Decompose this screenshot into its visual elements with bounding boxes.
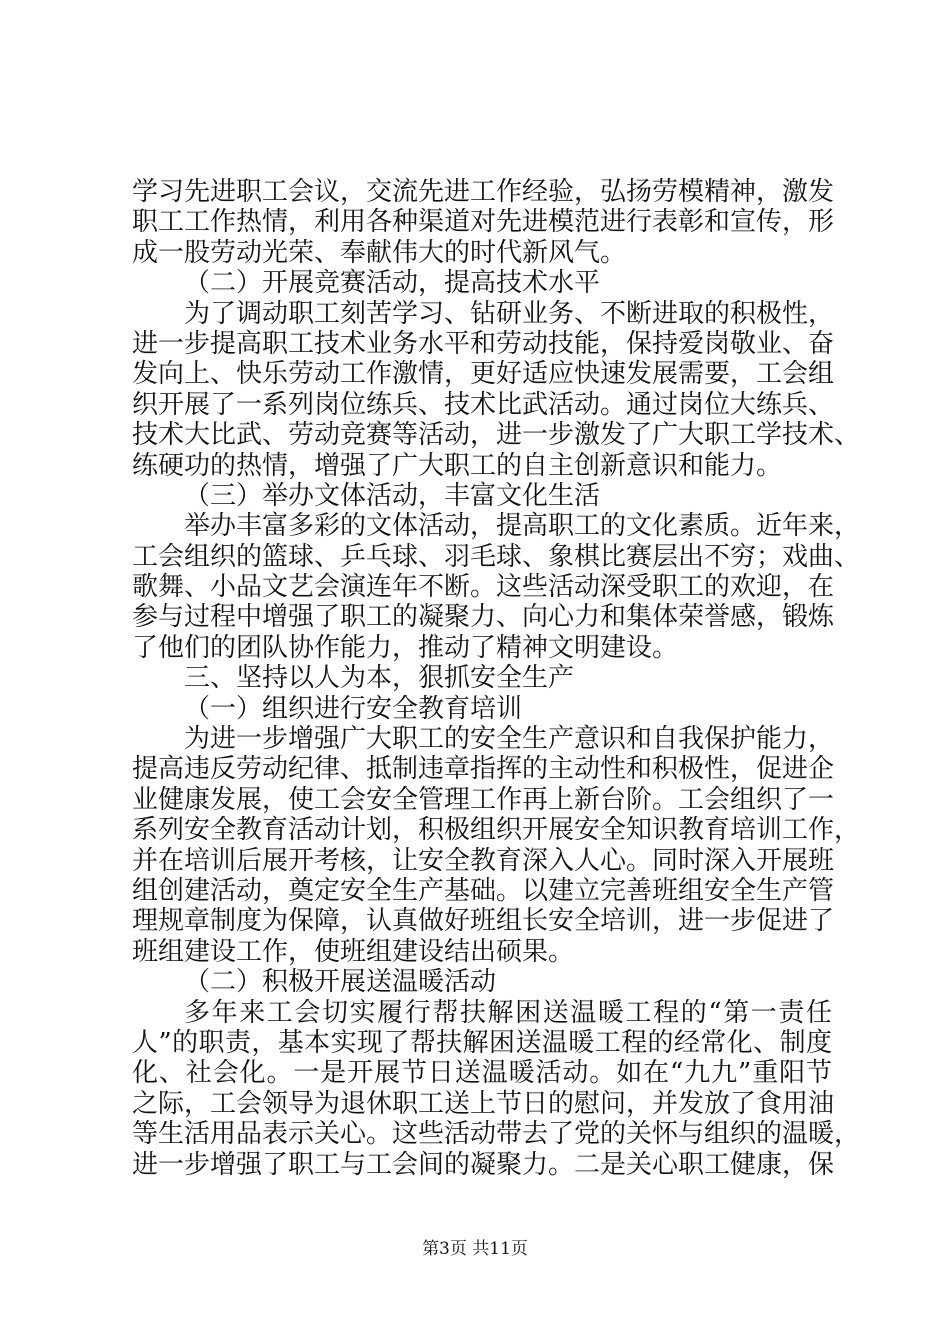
- text-line: 练硬功的热情，增强了广大职工的自主创新意识和能力。: [132, 450, 783, 481]
- text-line: 提高违反劳动纪律、抵制违章指挥的主动性和积极性，促进企: [132, 754, 835, 785]
- document-body: [132, 177, 861, 1180]
- text-line: 化、社会化。一是开展节日送温暖活动。如在“九九”重阳节: [132, 1058, 832, 1089]
- text-line: 人”的职责，基本实现了帮扶解困送温暖工程的经常化、制度: [132, 1027, 832, 1058]
- text-line: 为了调动职工刻苦学习、钻研业务、不断进取的积极性，: [184, 298, 835, 329]
- text-line: （二）积极开展送温暖活动: [184, 967, 497, 998]
- text-line: 技术大比武、劳动竞赛等活动，进一步激发了广大职工学技术、: [132, 420, 861, 451]
- text-line: （三）举办文体活动，丰富文化生活: [184, 480, 601, 511]
- text-line: 为进一步增强广大职工的安全生产意识和自我保护能力，: [184, 724, 835, 755]
- text-line: 并在培训后展开考核，让安全教育深入人心。同时深入开展班: [132, 845, 835, 876]
- text-line: （二）开展竞赛活动，提高技术水平: [184, 268, 601, 299]
- text-line: 多年来工会切实履行帮扶解困送温暖工程的“第一责任: [184, 997, 832, 1028]
- text-line: 学习先进职工会议，交流先进工作经验，弘扬劳模精神，激发: [132, 177, 835, 207]
- text-line: 等生活用品表示关心。这些活动带去了党的关怀与组织的温暖，: [132, 1119, 861, 1150]
- text-line: 参与过程中增强了职工的凝聚力、向心力和集体荣誉感，锻炼: [132, 602, 835, 633]
- text-line: 了他们的团队协作能力，推动了精神文明建设。: [132, 632, 679, 663]
- text-line: 歌舞、小品文艺会演连年不断。这些活动深受职工的欢迎，在: [132, 572, 835, 603]
- text-line: 系列安全教育活动计划，积极组织开展安全知识教育培训工作，: [132, 815, 861, 846]
- text-line: 举办丰富多彩的文体活动，提高职工的文化素质。近年来，: [184, 511, 861, 542]
- text-line: 业健康发展，使工会安全管理工作再上新台阶。工会组织了一: [132, 784, 835, 815]
- text-line: 职工工作热情，利用各种渠道对先进模范进行表彰和宣传，形: [132, 207, 835, 238]
- text-line: 织开展了一系列岗位练兵、技术比武活动。通过岗位大练兵、: [132, 389, 835, 420]
- page-footer: 第3页 共11页: [422, 1239, 528, 1259]
- text-line: 组创建活动，奠定安全生产基础。以建立完善班组安全生产管: [132, 875, 835, 906]
- text-line: 班组建设工作，使班组建设结出硕果。: [132, 936, 575, 967]
- text-line: 发向上、快乐劳动工作激情，更好适应快速发展需要，工会组: [132, 359, 835, 390]
- text-line: 进一步提高职工技术业务水平和劳动技能，保持爱岗敬业、奋: [132, 328, 835, 359]
- text-line: 三、坚持以人为本，狠抓安全生产: [184, 663, 575, 694]
- text-line: 工会组织的篮球、乒乓球、羽毛球、象棋比赛层出不穷；戏曲、: [132, 541, 861, 572]
- text-line: 之际，工会领导为退休职工送上节日的慰问，并发放了食用油: [132, 1088, 835, 1119]
- text-line: 进一步增强了职工与工会间的凝聚力。二是关心职工健康，保: [132, 1149, 835, 1180]
- text-line: 成一股劳动光荣、奉献伟大的时代新风气。: [132, 237, 627, 268]
- text-line: 理规章制度为保障，认真做好班组长安全培训，进一步促进了: [132, 906, 835, 937]
- text-line: （一）组织进行安全教育培训: [184, 693, 523, 724]
